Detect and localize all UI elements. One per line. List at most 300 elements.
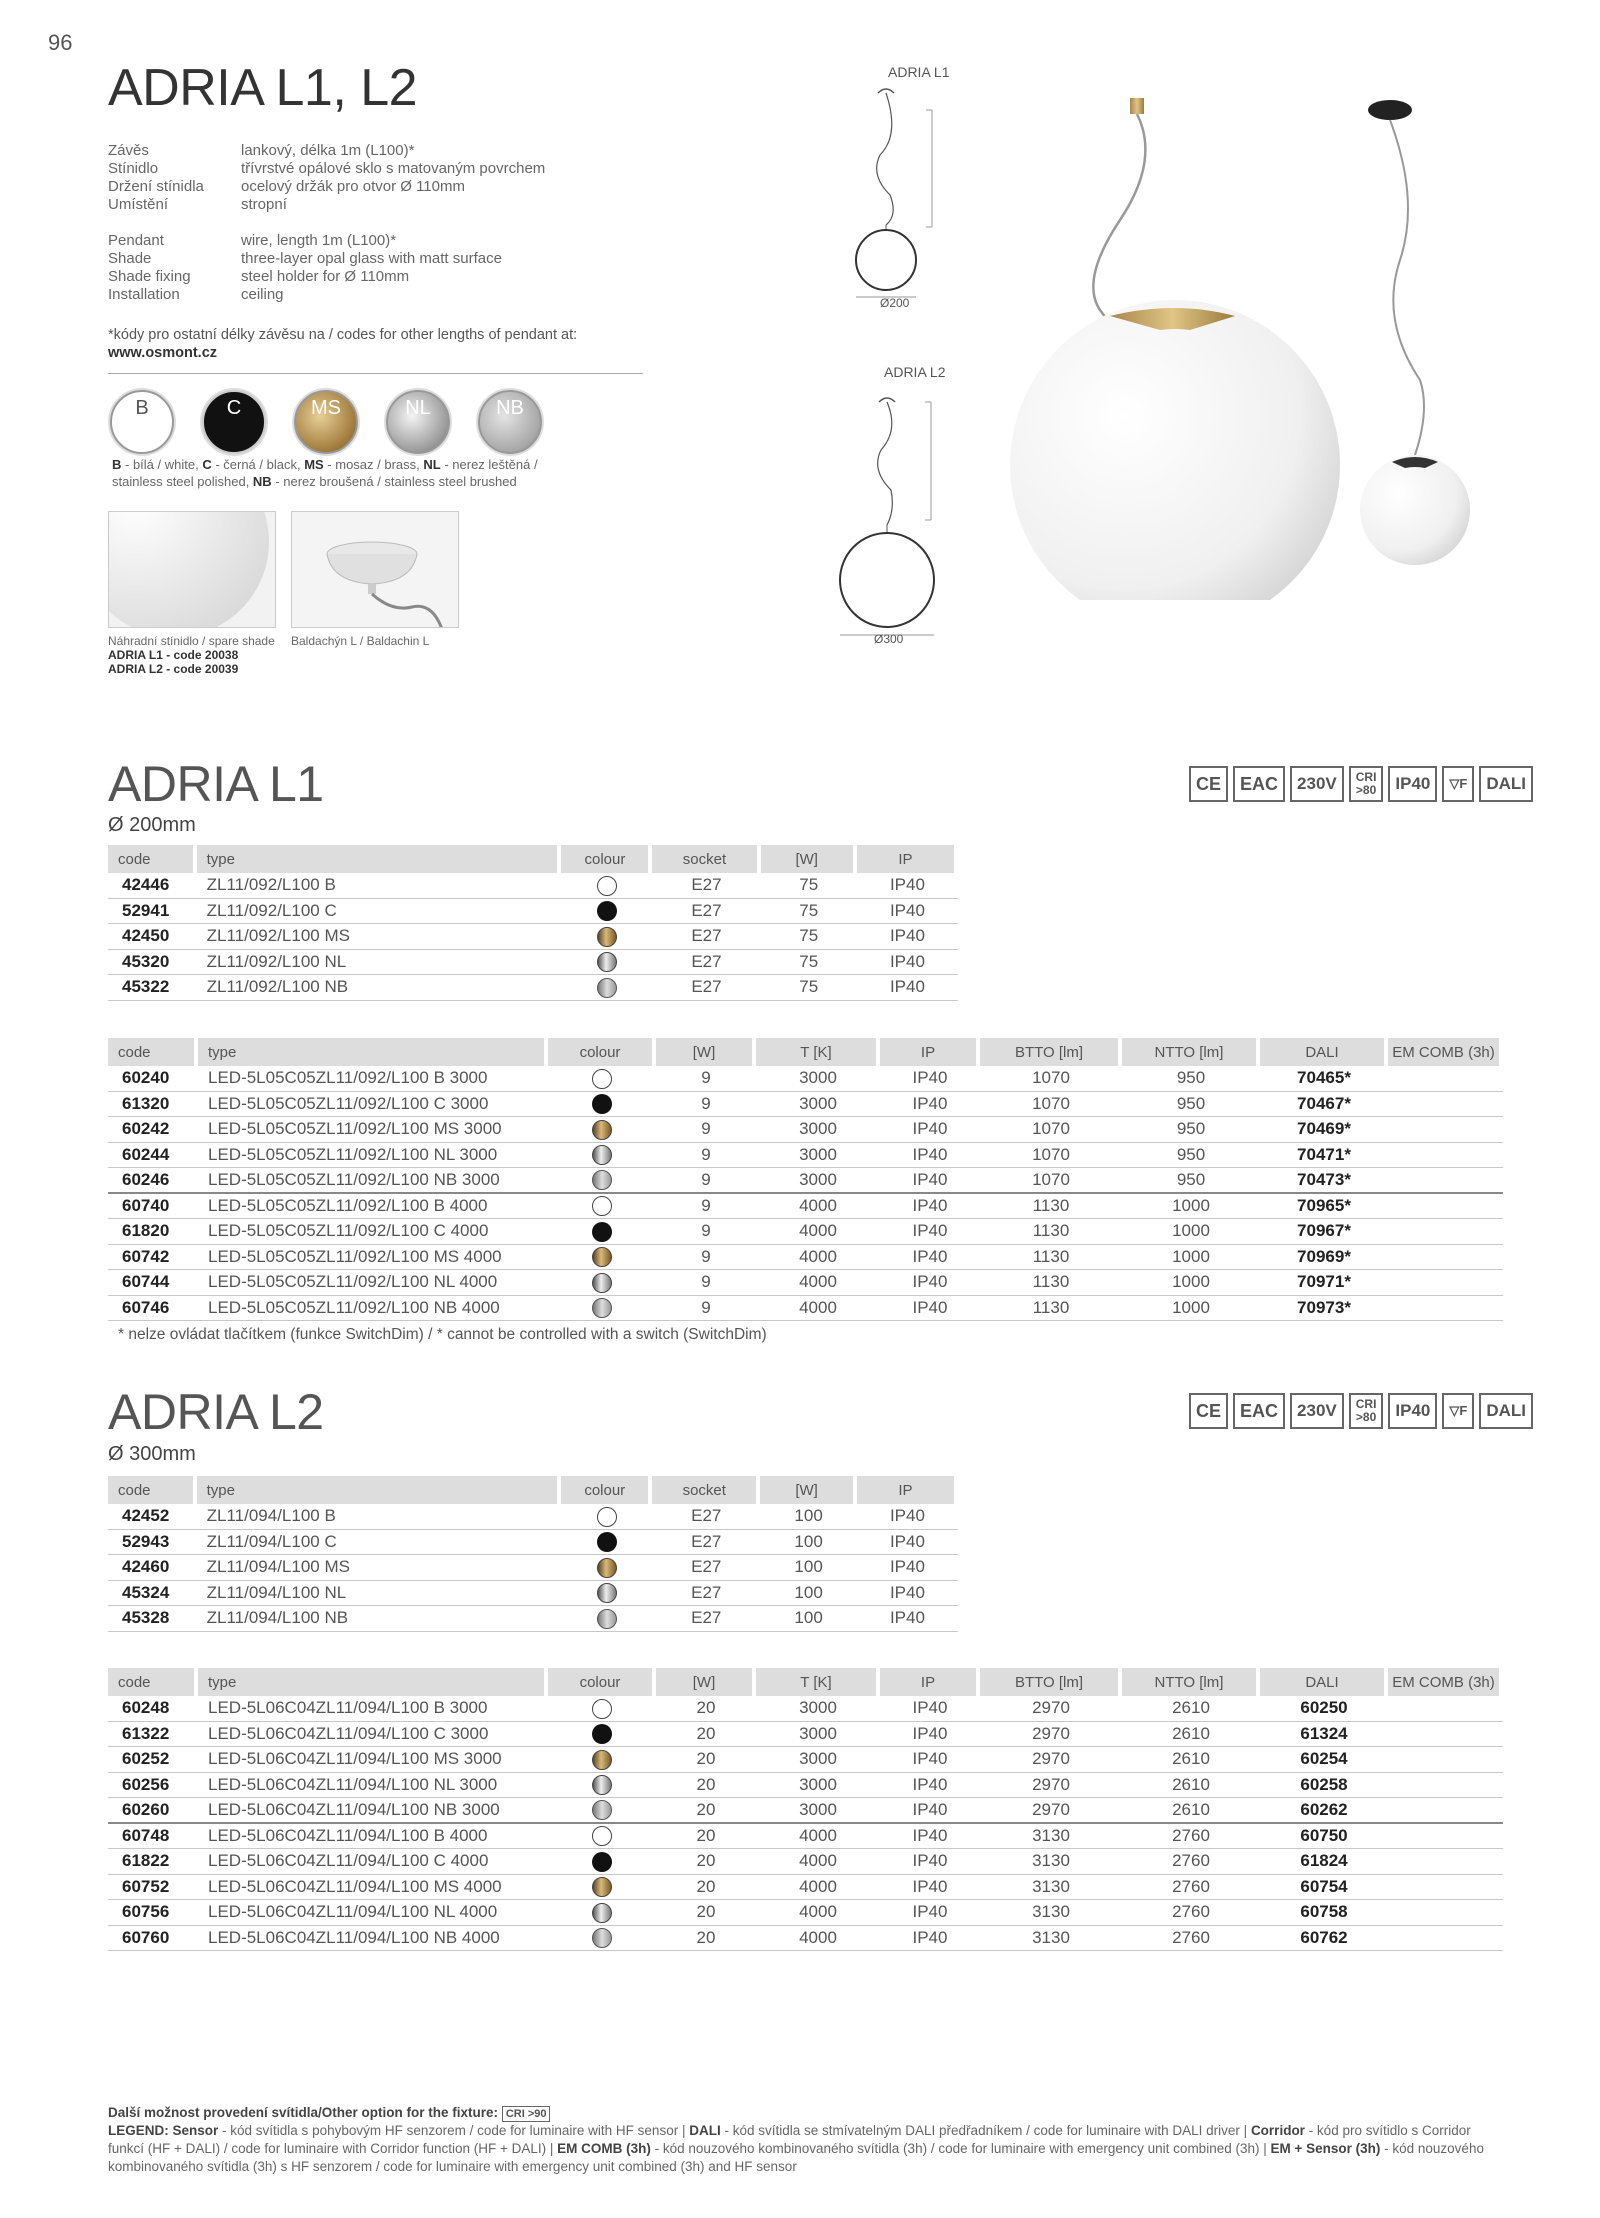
ip-cell: IP40: [880, 1143, 980, 1169]
temp-cell: 4000: [756, 1900, 880, 1926]
colour-dot-c-icon: [597, 901, 617, 921]
colour-dot-nb-icon: [592, 1928, 612, 1948]
colour-dot-b-icon: [592, 1826, 612, 1846]
ip-cell: IP40: [857, 1555, 958, 1581]
colour-dot-ms-icon: [597, 927, 617, 947]
temp-cell: 3000: [756, 1066, 880, 1092]
colour-dot-ms-icon: [592, 1120, 612, 1140]
swatch-c: C: [202, 390, 266, 454]
website-link[interactable]: www.osmont.cz: [108, 345, 218, 361]
section-title-l2: ADRIA L2: [108, 1384, 324, 1440]
ntto-cell: 950: [1122, 1066, 1260, 1092]
colour-dot-c-icon: [592, 1852, 612, 1872]
ntto-cell: 2610: [1122, 1747, 1260, 1773]
colour-cell: [548, 1245, 656, 1271]
dali-cell: 70973*: [1260, 1296, 1388, 1322]
table-row: [108, 1066, 1503, 1092]
colour-cell: [548, 1066, 656, 1092]
ntto-cell: 2610: [1122, 1696, 1260, 1722]
dali-cell: 70969*: [1260, 1245, 1388, 1271]
em-comb-cell: [1388, 1824, 1503, 1850]
ntto-cell: 2760: [1122, 1926, 1260, 1952]
colour-dot-nl-icon: [592, 1145, 612, 1165]
type-cell: LED-5L06C04ZL11/094/L100 NL 4000: [198, 1900, 548, 1926]
watt-cell: 20: [656, 1747, 756, 1773]
watt-cell: 9: [656, 1219, 756, 1245]
type-cell: ZL11/094/L100 NL: [197, 1581, 562, 1607]
temp-cell: 3000: [756, 1696, 880, 1722]
ip-cell: IP40: [880, 1875, 980, 1901]
em-comb-cell: [1388, 1117, 1503, 1143]
temp-cell: 4000: [756, 1926, 880, 1952]
type-cell: LED-5L05C05ZL11/092/L100 MS 4000: [198, 1245, 548, 1271]
watt-cell: 20: [656, 1696, 756, 1722]
table-row: [108, 1194, 1503, 1220]
colour-cell: [561, 950, 652, 976]
table-row: [108, 1798, 1503, 1824]
table-row: [108, 1270, 1503, 1296]
btto-cell: 1130: [980, 1245, 1122, 1271]
type-cell: LED-5L05C05ZL11/092/L100 MS 3000: [198, 1117, 548, 1143]
table-l1-led: [108, 1038, 1503, 1321]
type-cell: LED-5L05C05ZL11/092/L100 NB 4000: [198, 1296, 548, 1322]
colour-dot-nb-icon: [592, 1298, 612, 1318]
spec-key: Umístění: [108, 196, 169, 213]
type-cell: LED-5L05C05ZL11/092/L100 B 3000: [198, 1066, 548, 1092]
em-comb-cell: [1388, 1245, 1503, 1271]
table-row: [108, 1117, 1503, 1143]
divider: [108, 373, 643, 374]
colour-cell: [548, 1926, 656, 1952]
ip-cell: IP40: [857, 1530, 958, 1556]
code-cell: 60246: [108, 1168, 198, 1194]
column-header: code: [108, 1668, 198, 1696]
ip-cell: IP40: [880, 1066, 980, 1092]
dali-icon: DALI: [1479, 766, 1533, 802]
watt-cell: 9: [656, 1270, 756, 1296]
watt-cell: 9: [656, 1066, 756, 1092]
table-row: [108, 1875, 1503, 1901]
column-header: [W]: [760, 1476, 857, 1504]
spec-value: lankový, délka 1m (L100)*: [241, 142, 415, 159]
btto-cell: 2970: [980, 1722, 1122, 1748]
table-row: [108, 1773, 1503, 1799]
colour-dot-c-icon: [592, 1724, 612, 1744]
colour-dot-nl-icon: [592, 1775, 612, 1795]
temp-cell: 3000: [756, 1798, 880, 1824]
section-dim-l2: Ø 300mm: [108, 1443, 196, 1465]
watt-cell: 20: [656, 1900, 756, 1926]
socket-cell: E27: [652, 975, 760, 1001]
spare-caption-text: Náhradní stínidlo / spare shade: [108, 634, 275, 648]
colour-dot-c-icon: [592, 1222, 612, 1242]
column-header: type: [197, 1476, 562, 1504]
table-row: [108, 1926, 1503, 1952]
watt-cell: 75: [761, 873, 857, 899]
colour-cell: [548, 1900, 656, 1926]
ntto-cell: 1000: [1122, 1245, 1260, 1271]
temp-cell: 3000: [756, 1773, 880, 1799]
code-cell: 61822: [108, 1849, 198, 1875]
column-header: socket: [652, 1476, 760, 1504]
page-number: 96: [48, 30, 73, 55]
code-cell: 60260: [108, 1798, 198, 1824]
colour-dot-nl-icon: [592, 1273, 612, 1293]
ntto-cell: 2610: [1122, 1773, 1260, 1799]
colour-dot-b-icon: [592, 1069, 612, 1089]
em-comb-cell: [1388, 1875, 1503, 1901]
btto-cell: 2970: [980, 1773, 1122, 1799]
spec-row: [108, 268, 545, 286]
column-header: socket: [652, 845, 760, 873]
spec-row: [108, 286, 545, 304]
ip-cell: IP40: [880, 1722, 980, 1748]
type-cell: LED-5L05C05ZL11/092/L100 C 3000: [198, 1092, 548, 1118]
watt-cell: 75: [761, 924, 857, 950]
code-cell: 45322: [108, 975, 197, 1001]
type-cell: LED-5L06C04ZL11/094/L100 NL 3000: [198, 1773, 548, 1799]
temp-cell: 4000: [756, 1824, 880, 1850]
spec-row: [108, 160, 545, 178]
em-comb-cell: [1388, 1747, 1503, 1773]
column-header: IP: [857, 1476, 958, 1504]
socket-cell: E27: [652, 1555, 760, 1581]
em-comb-cell: [1388, 1143, 1503, 1169]
column-header: [W]: [656, 1038, 756, 1066]
em-comb-cell: [1388, 1219, 1503, 1245]
type-cell: ZL11/092/L100 NL: [197, 950, 562, 976]
type-cell: ZL11/094/L100 B: [197, 1504, 562, 1530]
specs-en: [108, 232, 545, 304]
code-cell: 60752: [108, 1875, 198, 1901]
column-header: BTTO [lm]: [980, 1668, 1122, 1696]
em-comb-cell: [1388, 1270, 1503, 1296]
cert-icons-l2: [1189, 1393, 1533, 1429]
column-header: [W]: [761, 845, 857, 873]
type-cell: LED-5L06C04ZL11/094/L100 C 3000: [198, 1722, 548, 1748]
ip-cell: IP40: [857, 873, 958, 899]
watt-cell: 9: [656, 1092, 756, 1118]
spec-row: [108, 142, 545, 160]
column-header: IP: [880, 1038, 980, 1066]
watt-cell: 20: [656, 1824, 756, 1850]
socket-cell: E27: [652, 1530, 760, 1556]
type-cell: ZL11/092/L100 NB: [197, 975, 562, 1001]
colour-dot-nb-icon: [592, 1170, 612, 1190]
watt-cell: 20: [656, 1849, 756, 1875]
watt-cell: 9: [656, 1194, 756, 1220]
column-header: type: [198, 1038, 548, 1066]
btto-cell: 1070: [980, 1066, 1122, 1092]
btto-cell: 1130: [980, 1194, 1122, 1220]
watt-cell: 20: [656, 1773, 756, 1799]
product-photo: [1000, 80, 1520, 600]
code-cell: 60242: [108, 1117, 198, 1143]
legend-line-1: B - bílá / white, C - černá / black, MS - mosaz / brass, NL - nerez leštěná /: [112, 457, 538, 472]
btto-cell: 1070: [980, 1143, 1122, 1169]
colour-cell: [548, 1798, 656, 1824]
baldachin-image: [291, 511, 459, 628]
column-header: DALI: [1260, 1038, 1388, 1066]
ip-cell: IP40: [857, 1606, 958, 1632]
em-comb-cell: [1388, 1092, 1503, 1118]
column-header: type: [198, 1668, 548, 1696]
temp-cell: 3000: [756, 1117, 880, 1143]
type-cell: ZL11/092/L100 MS: [197, 924, 562, 950]
code-cell: 42452: [108, 1504, 197, 1530]
code-cell: 60252: [108, 1747, 198, 1773]
colour-cell: [548, 1219, 656, 1245]
colour-cell: [561, 899, 652, 925]
dali-cell: 60254: [1260, 1747, 1388, 1773]
type-cell: LED-5L06C04ZL11/094/L100 NB 4000: [198, 1926, 548, 1952]
dali-cell: 60262: [1260, 1798, 1388, 1824]
em-comb-cell: [1388, 1194, 1503, 1220]
specs-cz: [108, 142, 545, 214]
cri-icon: CRI >80: [1349, 1393, 1384, 1429]
code-cell: 61820: [108, 1219, 198, 1245]
ip-cell: IP40: [880, 1270, 980, 1296]
colour-dot-ms-icon: [592, 1877, 612, 1897]
table-row: [108, 873, 958, 899]
code-cell: 52943: [108, 1530, 197, 1556]
temp-cell: 4000: [756, 1245, 880, 1271]
ntto-cell: 2760: [1122, 1900, 1260, 1926]
column-header: NTTO [lm]: [1122, 1038, 1260, 1066]
table-row: [108, 950, 958, 976]
f-mark-icon: ▽F: [1442, 1393, 1474, 1429]
type-cell: LED-5L05C05ZL11/092/L100 NB 3000: [198, 1168, 548, 1194]
code-cell: 60742: [108, 1245, 198, 1271]
colour-dot-b-icon: [597, 876, 617, 896]
temp-cell: 3000: [756, 1168, 880, 1194]
btto-cell: 3130: [980, 1824, 1122, 1850]
note-text: *kódy pro ostatní délky závěsu na / codes for other lengths of pendant at:: [108, 327, 578, 343]
spare-shade-graphic: [109, 512, 276, 628]
code-cell: 60240: [108, 1066, 198, 1092]
watt-cell: 75: [761, 975, 857, 1001]
dali-cell: 70965*: [1260, 1194, 1388, 1220]
section-dim-l1: Ø 200mm: [108, 814, 196, 836]
column-header: code: [108, 845, 197, 873]
type-cell: ZL11/094/L100 C: [197, 1530, 562, 1556]
dali-cell: 60754: [1260, 1875, 1388, 1901]
colour-cell: [548, 1270, 656, 1296]
em-comb-cell: [1388, 1296, 1503, 1322]
dali-cell: 61824: [1260, 1849, 1388, 1875]
temp-cell: 3000: [756, 1722, 880, 1748]
column-header: colour: [561, 1476, 652, 1504]
colour-dot-nb-icon: [597, 978, 617, 998]
spec-value: steel holder for Ø 110mm: [241, 268, 410, 285]
swatch-nb: NB: [478, 390, 542, 454]
code-cell: 60756: [108, 1900, 198, 1926]
ntto-cell: 1000: [1122, 1270, 1260, 1296]
spec-key: Závěs: [108, 142, 149, 159]
spec-key: Držení stínidla: [108, 178, 204, 195]
em-comb-cell: [1388, 1066, 1503, 1092]
dali-cell: 70465*: [1260, 1066, 1388, 1092]
table-row: [108, 1530, 958, 1556]
btto-cell: 3130: [980, 1900, 1122, 1926]
colour-dot-nl-icon: [592, 1903, 612, 1923]
socket-cell: E27: [652, 924, 760, 950]
colour-cell: [548, 1168, 656, 1194]
ip-cell: IP40: [880, 1798, 980, 1824]
dali-cell: 60750: [1260, 1824, 1388, 1850]
dali-cell: 60762: [1260, 1926, 1388, 1952]
table-row: [108, 975, 958, 1001]
watt-cell: 9: [656, 1168, 756, 1194]
ntto-cell: 950: [1122, 1168, 1260, 1194]
table-row: [108, 924, 958, 950]
btto-cell: 2970: [980, 1696, 1122, 1722]
other-option-label: Další možnost provedení svítidla/Other option for the fixture:: [108, 2105, 499, 2120]
colour-dot-ms-icon: [592, 1247, 612, 1267]
colour-dot-nb-icon: [592, 1800, 612, 1820]
code-cell: 60256: [108, 1773, 198, 1799]
dali-cell: 70471*: [1260, 1143, 1388, 1169]
column-header: type: [197, 845, 562, 873]
spare-l1-code: ADRIA L1 - code 20038: [108, 648, 239, 662]
code-cell: 61320: [108, 1092, 198, 1118]
eac-icon: EAC: [1233, 1393, 1285, 1429]
column-header: code: [108, 1038, 198, 1066]
cert-icons-l1: [1189, 766, 1533, 802]
ip-cell: IP40: [880, 1747, 980, 1773]
temp-cell: 4000: [756, 1296, 880, 1322]
watt-cell: 9: [656, 1117, 756, 1143]
btto-cell: 3130: [980, 1926, 1122, 1952]
colour-cell: [548, 1194, 656, 1220]
baldachin-graphic: [292, 512, 459, 628]
cri90-badge: CRI >90: [502, 2106, 551, 2122]
temp-cell: 3000: [756, 1143, 880, 1169]
ip-cell: IP40: [857, 975, 958, 1001]
type-cell: LED-5L05C05ZL11/092/L100 B 4000: [198, 1194, 548, 1220]
table-row: [108, 1824, 1503, 1850]
ip-cell: IP40: [880, 1245, 980, 1271]
colour-dot-c-icon: [597, 1532, 617, 1552]
ntto-cell: 950: [1122, 1117, 1260, 1143]
spec-row: [108, 196, 545, 214]
btto-cell: 1130: [980, 1219, 1122, 1245]
colour-cell: [561, 1581, 652, 1607]
swatch-nl: NL: [386, 390, 450, 454]
colour-cell: [548, 1696, 656, 1722]
btto-cell: 3130: [980, 1849, 1122, 1875]
temp-cell: 4000: [756, 1219, 880, 1245]
temp-cell: 4000: [756, 1849, 880, 1875]
code-cell: 42450: [108, 924, 197, 950]
column-header: BTTO [lm]: [980, 1038, 1122, 1066]
swatch-b: B: [110, 390, 174, 454]
spec-row: [108, 178, 545, 196]
em-comb-cell: [1388, 1798, 1503, 1824]
dali-cell: 70467*: [1260, 1092, 1388, 1118]
table-row: [108, 1168, 1503, 1194]
watt-cell: 20: [656, 1722, 756, 1748]
ip-cell: IP40: [880, 1773, 980, 1799]
dali-cell: 60258: [1260, 1773, 1388, 1799]
ip-cell: IP40: [880, 1219, 980, 1245]
socket-cell: E27: [652, 950, 760, 976]
table-row: [108, 1747, 1503, 1773]
colour-dot-nb-icon: [597, 1609, 617, 1629]
legend-line-2: stainless steel polished, NB - nerez broušená / stainless steel brushed: [112, 474, 517, 489]
type-cell: LED-5L06C04ZL11/094/L100 MS 3000: [198, 1747, 548, 1773]
watt-cell: 20: [656, 1875, 756, 1901]
colour-dot-nl-icon: [597, 1583, 617, 1603]
column-header: EM COMB (3h): [1388, 1668, 1503, 1696]
cri-icon: CRI >80: [1349, 766, 1384, 802]
ip-cell: IP40: [857, 924, 958, 950]
ip-cell: IP40: [880, 1926, 980, 1952]
btto-cell: 2970: [980, 1798, 1122, 1824]
watt-cell: 100: [760, 1504, 857, 1530]
btto-cell: 1130: [980, 1296, 1122, 1322]
watt-cell: 9: [656, 1245, 756, 1271]
column-header: code: [108, 1476, 197, 1504]
ce-icon: CE: [1189, 1393, 1228, 1429]
code-cell: 61322: [108, 1722, 198, 1748]
spec-row: [108, 232, 545, 250]
baldachin-caption: Baldachýn L / Baldachin L: [291, 634, 430, 648]
page-title: ADRIA L1, L2: [108, 59, 418, 117]
type-cell: LED-5L05C05ZL11/092/L100 NL 4000: [198, 1270, 548, 1296]
temp-cell: 4000: [756, 1270, 880, 1296]
swatch-ms: MS: [294, 390, 358, 454]
em-comb-cell: [1388, 1849, 1503, 1875]
colour-cell: [548, 1117, 656, 1143]
colour-cell: [561, 1606, 652, 1632]
column-header: T [K]: [756, 1668, 880, 1696]
code-cell: 60744: [108, 1270, 198, 1296]
table-l2-basic: [108, 1476, 958, 1632]
type-cell: LED-5L05C05ZL11/092/L100 C 4000: [198, 1219, 548, 1245]
legend-footer: [108, 2104, 1503, 2176]
table-row: [108, 1245, 1503, 1271]
ip-cell: IP40: [880, 1900, 980, 1926]
colour-cell: [561, 1555, 652, 1581]
dali-cell: 70469*: [1260, 1117, 1388, 1143]
em-comb-cell: [1388, 1722, 1503, 1748]
btto-cell: 1070: [980, 1117, 1122, 1143]
ip-cell: IP40: [880, 1168, 980, 1194]
colour-cell: [561, 975, 652, 1001]
spare-shade-caption: [108, 634, 275, 676]
colour-cell: [548, 1143, 656, 1169]
pendant-note: [108, 326, 577, 362]
em-comb-cell: [1388, 1926, 1503, 1952]
dali-cell: 61324: [1260, 1722, 1388, 1748]
column-header: IP: [880, 1668, 980, 1696]
eac-icon: EAC: [1233, 766, 1285, 802]
type-cell: LED-5L06C04ZL11/094/L100 B 3000: [198, 1696, 548, 1722]
temp-cell: 4000: [756, 1194, 880, 1220]
watt-cell: 100: [760, 1530, 857, 1556]
spec-key: Stínidlo: [108, 160, 159, 177]
ce-icon: CE: [1189, 766, 1228, 802]
btto-cell: 1070: [980, 1168, 1122, 1194]
colour-cell: [561, 924, 652, 950]
colour-dot-ms-icon: [592, 1750, 612, 1770]
em-comb-cell: [1388, 1696, 1503, 1722]
type-cell: LED-5L06C04ZL11/094/L100 C 4000: [198, 1849, 548, 1875]
table-l2-led: [108, 1668, 1503, 1951]
diagram-l2-label: ADRIA L2: [884, 364, 946, 380]
table-l1-basic: [108, 845, 958, 1001]
